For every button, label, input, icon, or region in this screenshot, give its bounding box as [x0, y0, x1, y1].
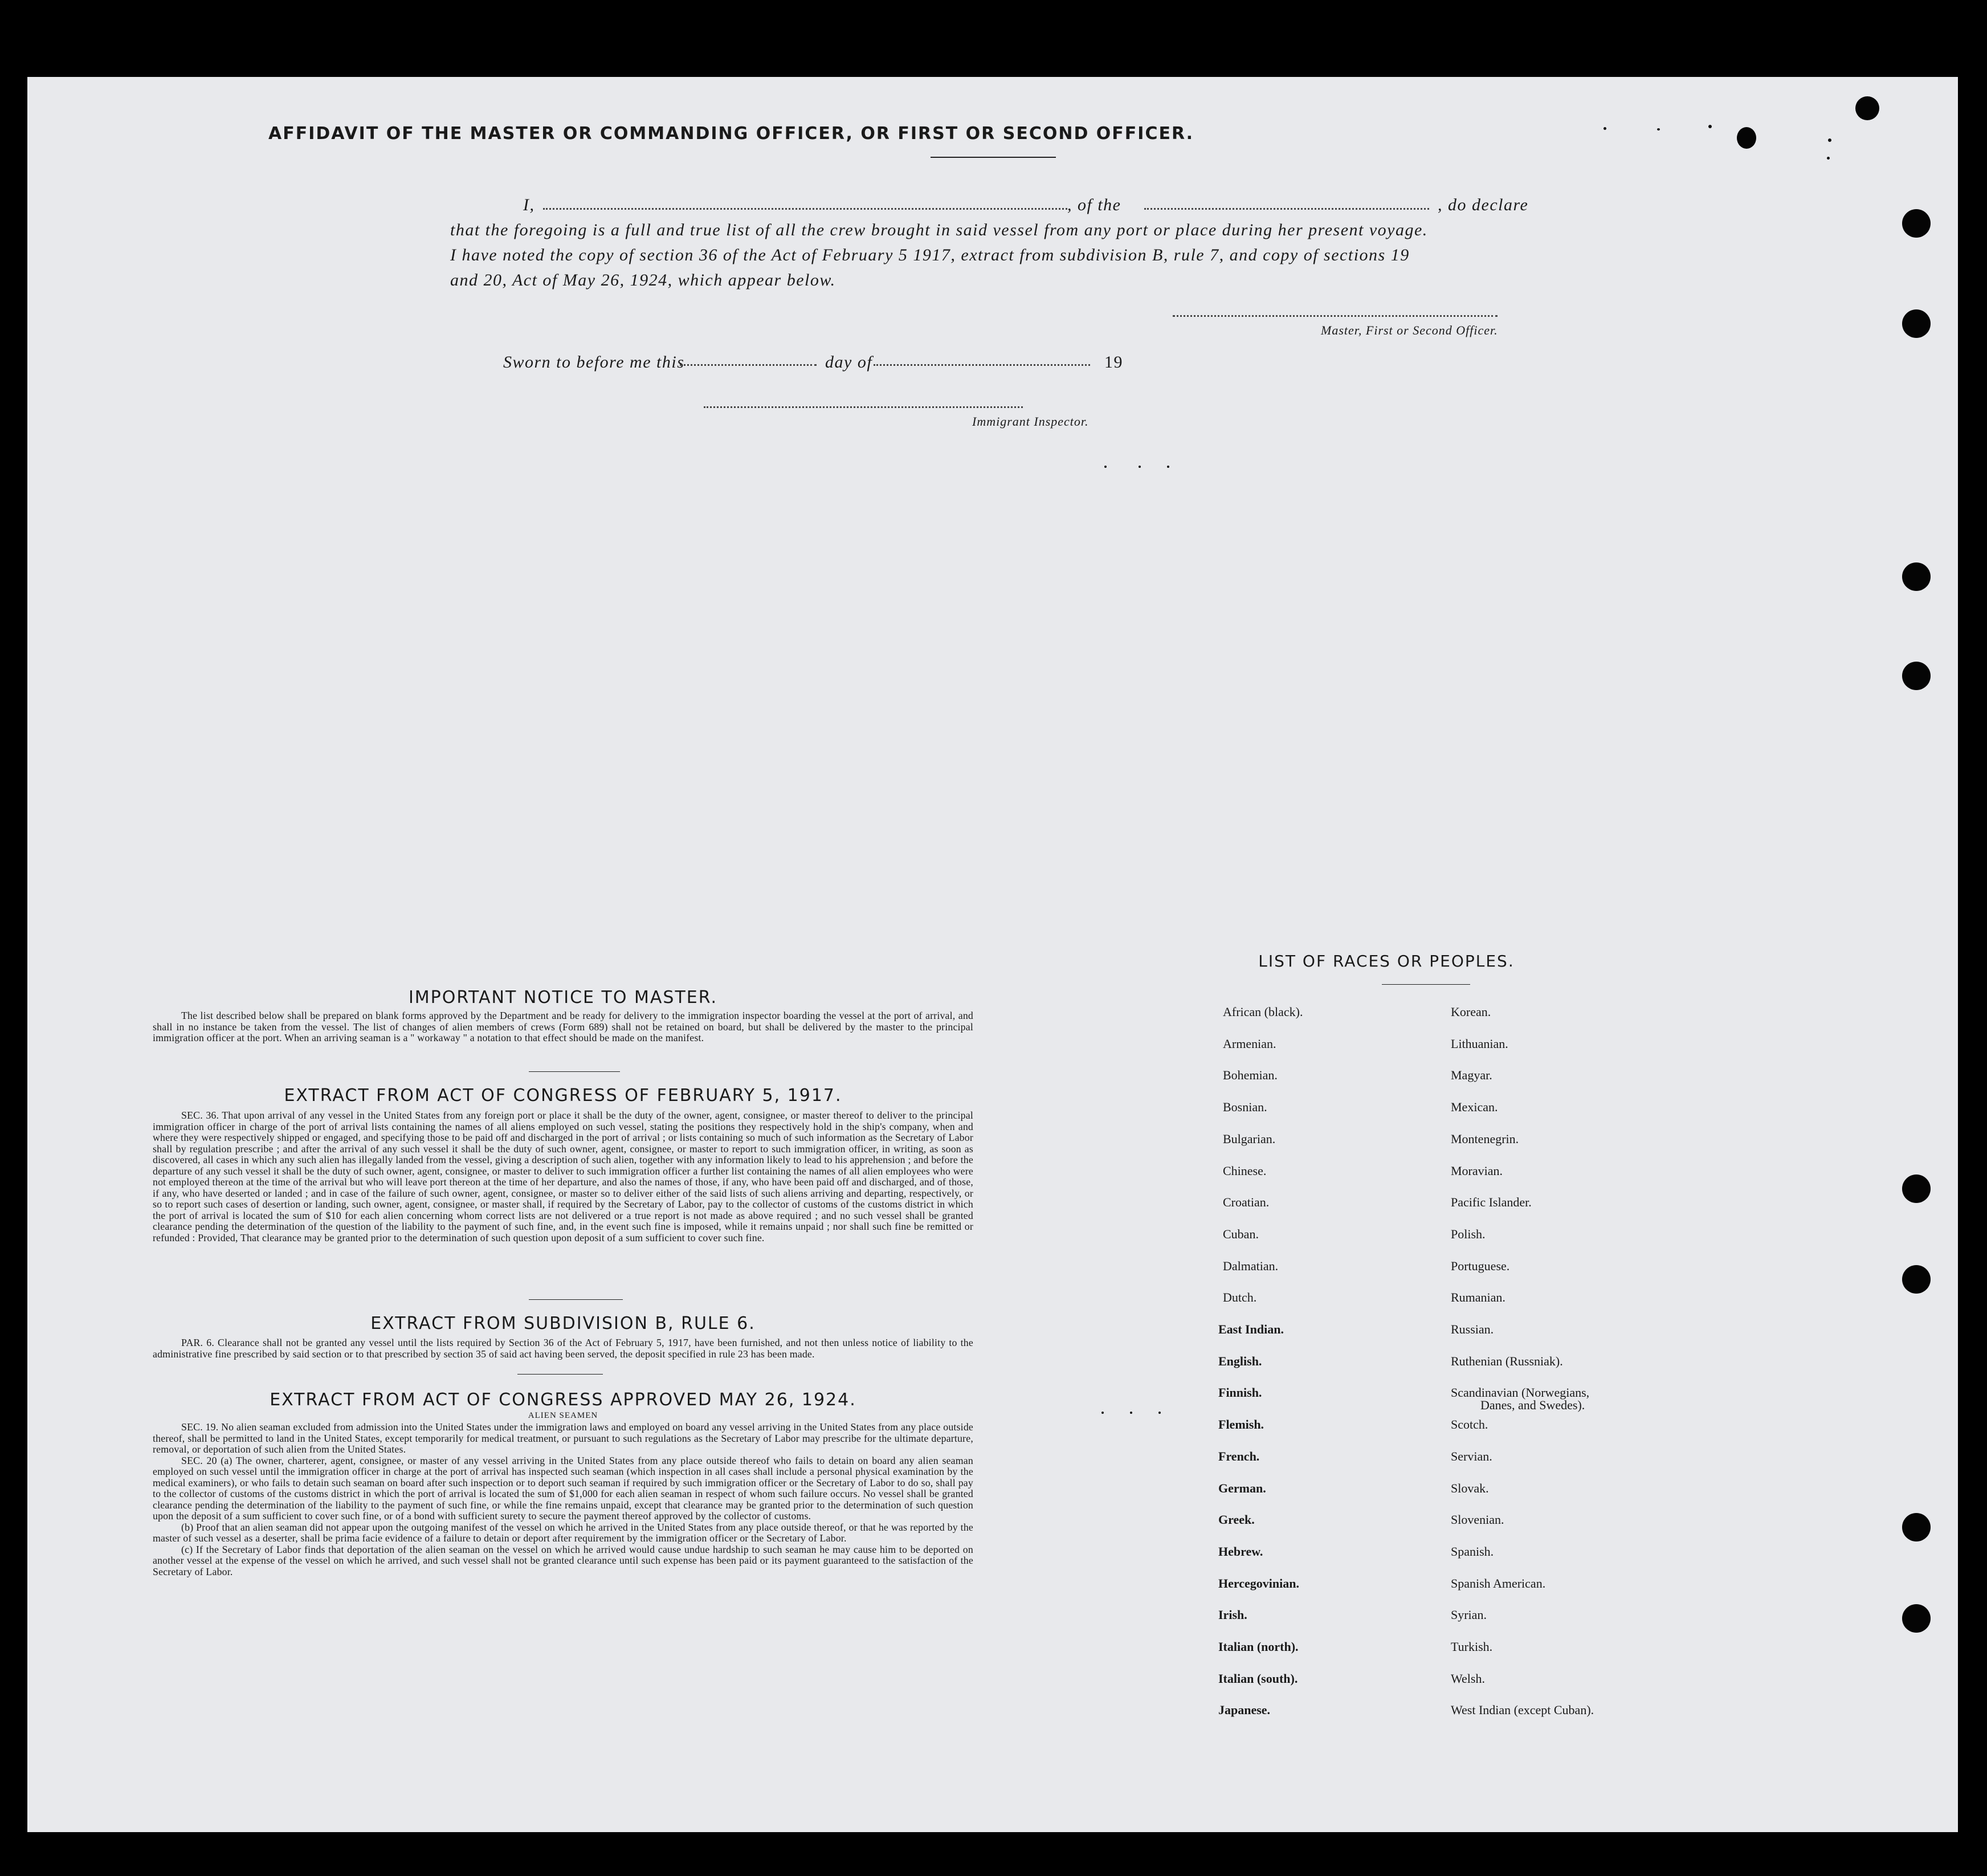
race-item: Portuguese.	[1451, 1259, 1510, 1273]
section-20a-paragraph: SEC. 20 (a) The owner, charterer, agent, consignee, or master of any vessel arriving in the United States from any place outside thereof who fails to detain on board any alien seaman employed on such vessel until the immigration officer in charge at the port of arrival has inspected such seaman (which inspection in all cases shall include a personal physical examination by the medical examiners), or who fails to detain such seaman on board after such inspection or to deport such seaman if required by such immigration officer or the Secretary of Labor to do so, shall pay to the collector of customs of the customs district in which the port of arrival is located the sum of $1,000 for each alien seaman in respect of whom such failure occurs. No vessel shall be granted clearance pending the determination of the liability to the payment of such fine, or while the fine remains unpaid, except that clearance may be granted prior to the determination of such question upon the deposit of a sum sufficient to cover such fine, or of a bond with sufficient surety to secure the payment thereof approved by the collector of customs.	[153, 1454, 973, 1522]
punch-hole	[1902, 1513, 1931, 1541]
race-item: Flemish.	[1218, 1417, 1264, 1432]
race-item: West Indian (except Cuban).	[1451, 1703, 1594, 1717]
race-item: Finnish.	[1218, 1385, 1262, 1400]
sworn-year: 19	[1104, 353, 1123, 372]
affidavit-line-2: that the foregoing is a full and true list of all the crew brought in said vessel from any port or place during her present voyage.	[450, 221, 1428, 239]
punch-hole	[1902, 309, 1931, 338]
affidavit-line-4: and 20, Act of May 26, 1924, which appear below.	[450, 271, 836, 289]
divider	[529, 1299, 623, 1300]
divider	[529, 1071, 620, 1072]
affidavit-i-label: I,	[523, 195, 535, 214]
race-item: Italian (north).	[1218, 1640, 1299, 1654]
inspector-signature-line[interactable]	[704, 406, 1023, 408]
section-19-paragraph: SEC. 19. No alien seaman excluded from admission into the United States under the immigration laws and employed on board any vessel arriving in the United States from any place outside thereof, shall be permitted to land in the United States, except temporarily for medical treatment, or pursuant to such regulations as the Secretary of Labor may prescribe for the ultimate departure, removal, or deportation of such alien from the United States.	[153, 1421, 973, 1455]
punch-hole	[1902, 209, 1931, 238]
affidavit-line-3: I have noted the copy of section 36 of the Act of February 5 1917, extract from subdivision B, rule 7, and copy of sections 19	[450, 246, 1410, 264]
race-item: Chinese.	[1223, 1164, 1267, 1178]
race-item: Russian.	[1451, 1322, 1494, 1336]
extract-1924-heading: EXTRACT FROM ACT OF CONGRESS APPROVED MAY 26, 1924.	[270, 1390, 856, 1410]
race-item: Polish.	[1451, 1227, 1486, 1241]
extract-rule6-heading: EXTRACT FROM SUBDIVISION B, RULE 6.	[370, 1314, 756, 1333]
speck	[1130, 1412, 1132, 1414]
extract-1917-text	[153, 1110, 973, 1243]
race-item: Hercegovinian.	[1218, 1576, 1299, 1590]
punch-hole	[1902, 1265, 1931, 1294]
affidavit-of-the: , of the	[1067, 195, 1121, 214]
notice-text	[153, 1010, 973, 1044]
race-item: Japanese.	[1218, 1703, 1271, 1717]
section-20b-paragraph: (b) Proof that an alien seaman did not appear upon the outgoing manifest of the vessel on which he arrived in the United States from any place outside thereof, or that he was reported by the master of such vessel as a deserter, shall be prima facie evidence of a failure to detain or deport after requirement by the immigration officer or the Secretary of Labor.	[153, 1521, 973, 1544]
punch-hole	[1737, 127, 1756, 149]
race-item: German.	[1218, 1481, 1266, 1495]
race-item: Moravian.	[1451, 1164, 1503, 1178]
race-item: Slovak.	[1451, 1481, 1489, 1495]
race-item: Turkish.	[1451, 1640, 1493, 1654]
race-item: Scotch.	[1451, 1417, 1488, 1432]
extract-1924-text	[153, 1422, 973, 1577]
race-item: East Indian.	[1218, 1322, 1284, 1336]
race-item: Slovenian.	[1451, 1512, 1504, 1527]
sworn-day-blank[interactable]	[680, 364, 817, 366]
race-item: Bulgarian.	[1223, 1132, 1276, 1146]
sworn-day-of: day of	[825, 353, 873, 372]
speck	[1167, 466, 1169, 468]
race-item: Dalmatian.	[1223, 1259, 1279, 1273]
race-item: Korean.	[1451, 1005, 1491, 1019]
race-item: Italian (south).	[1218, 1671, 1298, 1686]
race-item: Welsh.	[1451, 1671, 1485, 1686]
speck	[1104, 466, 1107, 468]
race-item: Greek.	[1218, 1512, 1255, 1527]
speck	[1101, 1412, 1104, 1414]
affidavit-title: AFFIDAVIT OF THE MASTER OR COMMANDING OFFICER, OR FIRST OR SECOND OFFICER.	[268, 124, 1194, 144]
punch-hole	[1902, 562, 1931, 591]
race-item: Bosnian.	[1223, 1100, 1267, 1114]
speck	[1657, 128, 1660, 130]
race-item: Spanish American.	[1451, 1576, 1546, 1590]
race-item: Scandinavian (Norwegians,	[1451, 1385, 1590, 1400]
race-item: Cuban.	[1223, 1227, 1259, 1241]
races-title-underline	[1382, 984, 1470, 985]
race-item: Syrian.	[1451, 1608, 1487, 1622]
punch-hole	[1855, 96, 1879, 120]
race-item: Croatian.	[1223, 1195, 1270, 1209]
race-item: Dutch.	[1223, 1290, 1257, 1304]
race-item: Servian.	[1451, 1449, 1492, 1463]
race-item: Montenegrin.	[1451, 1132, 1519, 1146]
race-item: Armenian.	[1223, 1037, 1276, 1051]
races-title: LIST OF RACES OR PEOPLES.	[1258, 952, 1515, 970]
speck	[1158, 1412, 1161, 1414]
name-blank[interactable]	[543, 208, 1067, 210]
document-page	[27, 77, 1958, 1832]
alien-seamen-subheading: ALIEN SEAMEN	[528, 1411, 598, 1420]
race-item: African (black).	[1223, 1005, 1303, 1019]
rule-6-paragraph: PAR. 6. Clearance shall not be granted any vessel until the lists required by Section 36 of the Act of February 5, 1917, have been furnished, and not then unless notice of liability to the administrative fine prescribed by said section or to that prescribed by section 35 of said act having been served, the deposit specified in rule 23 has been made.	[153, 1337, 973, 1360]
punch-hole	[1902, 662, 1931, 690]
race-item: Rumanian.	[1451, 1290, 1505, 1304]
race-item: English.	[1218, 1354, 1262, 1368]
speck	[1139, 466, 1141, 468]
extract-1917-heading: EXTRACT FROM ACT OF CONGRESS OF FEBRUARY 5, 1917.	[284, 1086, 842, 1106]
speck	[1604, 127, 1606, 130]
race-item: Spanish.	[1451, 1544, 1494, 1559]
sworn-prefix: Sworn to before me this	[503, 353, 685, 372]
extract-rule6-text	[153, 1337, 973, 1360]
race-item: Ruthenian (Russniak).	[1451, 1354, 1563, 1368]
master-signature-label: Master, First or Second Officer.	[1321, 323, 1498, 337]
section-20c-paragraph: (c) If the Secretary of Labor finds that deportation of the alien seaman on the vessel on which he arrived would cause undue hardship to such seaman he may cause him to be deported on another vessel at the expense of the vessel on which he arrived, and such vessel shall not be granted clearance until such expense has been paid or its payment guaranteed to the satisfaction of the Secretary of Labor.	[153, 1543, 973, 1577]
notice-paragraph: The list described below shall be prepared on blank forms approved by the Department and be ready for delivery to the immigration inspector boarding the vessel at the port of arrival, and shall in no instance be taken from the vessel. The list of changes of alien members of crews (Form 689) shall not be retained on board, but shall be delivered by the master to the principal immigration officer at the port. When an arriving seaman is a " workaway " a notation to that effect should be made on the manifest.	[153, 1010, 973, 1043]
affidavit-do-declare: , do declare	[1438, 195, 1529, 214]
race-item: Irish.	[1218, 1608, 1247, 1622]
speck	[1827, 157, 1830, 160]
race-item: French.	[1218, 1449, 1260, 1463]
race-item: Lithuanian.	[1451, 1037, 1508, 1051]
race-item: Mexican.	[1451, 1100, 1498, 1114]
vessel-blank[interactable]	[1144, 208, 1429, 210]
master-signature-line[interactable]	[1173, 315, 1498, 317]
punch-hole	[1902, 1604, 1931, 1633]
divider	[517, 1374, 603, 1375]
race-item: Bohemian.	[1223, 1068, 1278, 1082]
sworn-month-blank[interactable]	[874, 364, 1090, 366]
race-item: Pacific Islander.	[1451, 1195, 1532, 1209]
punch-hole	[1902, 1174, 1931, 1203]
inspector-label: Immigrant Inspector.	[972, 414, 1089, 429]
section-36-paragraph: SEC. 36. That upon arrival of any vessel in the United States from any foreign port or place it shall be the duty of the owner, agent, consignee, or master thereof to deliver to the principal immigration officer in charge of the port of arrival lists containing the names of all aliens employed on such vessel, stating the positions they respectively hold in the ship's company, when and where they were respectively shipped or engaged, and specifying those to be paid off and discharged in the port of arrival ; or lists containing so much of such information as the Secretary of Labor shall by regulation prescribe ; and after the arrival of any such vessel it shall be the duty of such owner, agent, consignee, or master to report to such immigration officer, in writing, as soon as discovered, all cases in which any such alien has illegally landed from the vessel, giving a description of such alien, together with any information likely to lead to his apprehension ; and before the departure of any such vessel it shall be the duty of such owner, agent, consignee, or master to deliver to such immigration officer a further list containing the names of all alien employees who were not employed thereon at the time of the arrival but who will leave port thereon at the time of her departure, and also the names of those, if any, who have been paid off and discharged, and of those, if any, who have deserted or landed ; and in case of the failure of such owner, agent, consignee, or master so to deliver either of the said lists of such aliens arriving and departing, respectively, or so to report such cases of desertion or landing, such owner, agent, consignee, or master shall, if required by the Secretary of Labor, pay to the collector of customs of the customs district in which the port of arrival is located the sum of $10 for each alien concerning whom correct lists are not delivered or a true report is not made as above required ; and no such vessel shall be granted clearance pending the determination of the question of the liability to the payment of such fine, and, in the event such fine is imposed, while it remains unpaid ; nor shall such fine be remitted or refunded : Provided, That clearance may be granted prior to the determination of such question upon deposit of a sum sufficient to cover such fine.	[153, 1110, 973, 1243]
speck	[1828, 138, 1831, 142]
race-item: Magyar.	[1451, 1068, 1492, 1082]
race-item: Hebrew.	[1218, 1544, 1263, 1559]
title-underline	[931, 157, 1056, 158]
notice-heading: IMPORTANT NOTICE TO MASTER.	[408, 988, 718, 1008]
race-item: Danes, and Swedes).	[1480, 1398, 1585, 1412]
speck	[1708, 125, 1712, 128]
